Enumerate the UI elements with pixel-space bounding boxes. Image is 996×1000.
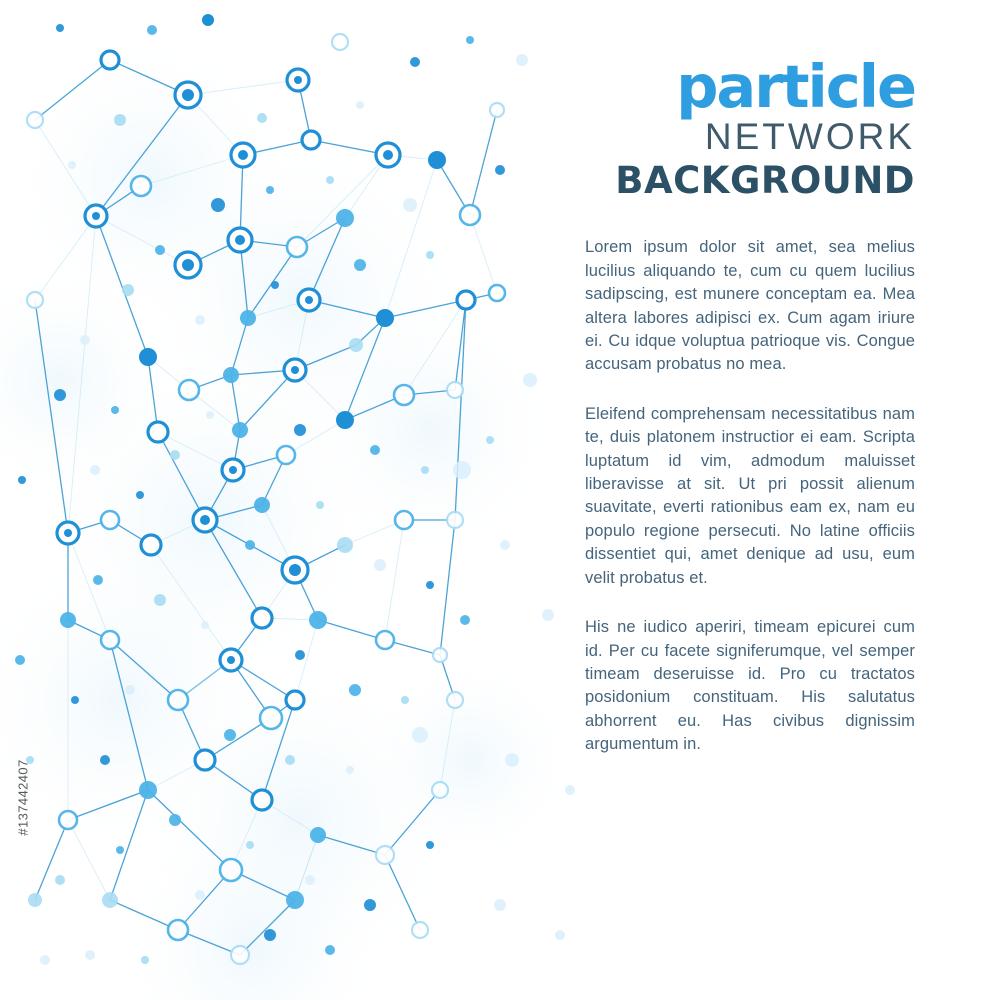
- scatter-dot: [136, 491, 144, 499]
- network-node: [395, 511, 413, 529]
- body-paragraph-3: His ne iudico aperiri, timeam epicurei cum id. Per cu facete signiferumque, vel semper timeam deseruisse id. Pro cu tractatos posidonium constituam. His salutatus abhorrent eu. Has civibus dignissim argumentum in.: [585, 618, 915, 754]
- network-node: [168, 920, 188, 940]
- network-node-core: [182, 89, 194, 101]
- network-node-core: [229, 466, 237, 474]
- scatter-dot: [426, 581, 434, 589]
- scatter-dot: [224, 729, 236, 741]
- network-node: [231, 946, 249, 964]
- watermark-id: #137442407: [15, 759, 31, 836]
- network-node: [453, 461, 471, 479]
- network-node: [139, 348, 157, 366]
- scatter-dot: [401, 696, 409, 704]
- scatter-dot: [285, 755, 295, 765]
- scatter-dot: [246, 841, 254, 849]
- scatter-dot: [460, 615, 470, 625]
- network-edge: [470, 215, 497, 293]
- network-node: [376, 631, 394, 649]
- network-node: [252, 608, 272, 628]
- scatter-dot: [266, 186, 274, 194]
- body-paragraph-2: Eleifend comprehensam necessitatibus nam te, duis platonem instructior ei eam. Scripta luptatum id vim, admodum maluisset liberavisse at sit. Ut pri possit alienum suavitate, everti rationibus eam ex, nam eu populo regione persecuti. No latine officiis dissentiet qui, amet denique ad usu, eum velit probatus et.: [585, 404, 915, 587]
- network-node: [60, 612, 76, 628]
- scatter-dot: [271, 281, 279, 289]
- network-node: [223, 367, 239, 383]
- network-node: [457, 291, 475, 309]
- scatter-dot: [15, 655, 25, 665]
- network-node: [302, 131, 320, 149]
- scatter-dot: [466, 36, 474, 44]
- network-node: [432, 782, 448, 798]
- network-node: [336, 411, 354, 429]
- body-paragraph-1: Lorem ipsum dolor sit amet, sea melius lucilius aliquando te, cum cu quem lucilius sadipscing, est munere conceptam ea. Mea altera labores adipisci ex. Cum agam iriure ei. Cu idque voluptua patrioque vis. Congue accusam probatus no mea.: [585, 238, 915, 374]
- scatter-dot: [170, 450, 180, 460]
- network-node: [428, 151, 446, 169]
- scatter-dot: [326, 176, 334, 184]
- scatter-dot: [486, 436, 494, 444]
- network-node: [101, 631, 119, 649]
- network-node: [542, 609, 554, 621]
- title-line-background: BACKGROUND: [615, 159, 915, 203]
- scatter-dot: [68, 161, 76, 169]
- scatter-dot: [264, 929, 276, 941]
- network-node: [337, 537, 353, 553]
- network-node: [286, 691, 304, 709]
- network-node: [148, 422, 168, 442]
- scatter-dot: [316, 501, 324, 509]
- text-column: [585, 52, 915, 783]
- scatter-dot: [356, 101, 364, 109]
- network-node: [102, 892, 118, 908]
- scatter-dot: [245, 540, 255, 550]
- scatter-dot: [85, 950, 95, 960]
- page-title: [585, 52, 915, 203]
- scatter-dot: [426, 251, 434, 259]
- network-edge: [470, 110, 497, 215]
- scatter-dot: [195, 890, 205, 900]
- network-node: [286, 891, 304, 909]
- scatter-dot: [55, 875, 65, 885]
- halo-layer: [0, 30, 580, 1000]
- scatter-dot: [370, 445, 380, 455]
- scatter-dot: [116, 846, 124, 854]
- network-node: [309, 611, 327, 629]
- network-node: [195, 750, 215, 770]
- network-node: [376, 846, 394, 864]
- scatter-dot: [114, 114, 126, 126]
- scatter-dot: [100, 755, 110, 765]
- network-node: [565, 785, 575, 795]
- network-node: [332, 34, 348, 50]
- scatter-dot: [93, 575, 103, 585]
- scatter-dot: [56, 24, 64, 32]
- network-node: [220, 859, 242, 881]
- scatter-dot: [374, 559, 386, 571]
- network-node-core: [200, 515, 210, 525]
- network-node: [447, 382, 463, 398]
- scatter-dot: [495, 165, 505, 175]
- scatter-dot: [169, 814, 181, 826]
- network-node: [349, 338, 363, 352]
- network-node: [494, 899, 506, 911]
- network-node-core: [294, 76, 302, 84]
- network-node: [131, 176, 151, 196]
- network-node: [555, 930, 565, 940]
- scatter-dot: [40, 955, 50, 965]
- network-node: [260, 707, 282, 729]
- network-node: [27, 112, 43, 128]
- network-node: [310, 827, 326, 843]
- network-node-core: [305, 296, 313, 304]
- network-node-core: [64, 529, 72, 537]
- network-node: [336, 209, 354, 227]
- scatter-dot: [410, 57, 420, 67]
- network-node: [139, 781, 157, 799]
- network-node: [240, 310, 256, 326]
- network-node: [447, 692, 463, 708]
- network-node: [447, 512, 463, 528]
- scatter-dot: [305, 875, 315, 885]
- network-node: [252, 790, 272, 810]
- network-node: [412, 727, 428, 743]
- scatter-dot: [349, 684, 361, 696]
- scatter-dot: [325, 945, 335, 955]
- scatter-dot: [421, 466, 429, 474]
- scatter-dot: [364, 899, 376, 911]
- network-node-core: [235, 235, 245, 245]
- network-node: [59, 811, 77, 829]
- network-node-core: [92, 212, 100, 220]
- network-node: [27, 292, 43, 308]
- scatter-dot: [90, 465, 100, 475]
- scatter-dot: [257, 113, 267, 123]
- scatter-dot: [18, 476, 26, 484]
- scatter-dot: [195, 315, 205, 325]
- scatter-dot: [500, 540, 510, 550]
- network-node: [460, 205, 480, 225]
- scatter-dot: [295, 650, 305, 660]
- network-node: [202, 14, 214, 26]
- scatter-dot: [354, 259, 366, 271]
- network-node: [505, 753, 519, 767]
- network-node: [101, 51, 119, 69]
- network-node: [232, 422, 248, 438]
- scatter-dot: [426, 841, 434, 849]
- scatter-dot: [147, 25, 157, 35]
- network-node: [277, 446, 295, 464]
- network-node: [168, 690, 188, 710]
- network-node: [412, 922, 428, 938]
- network-node-core: [238, 150, 248, 160]
- scatter-dot: [201, 621, 209, 629]
- network-node-core: [289, 564, 301, 576]
- network-node: [376, 309, 394, 327]
- scatter-dot: [155, 245, 165, 255]
- network-node: [516, 54, 528, 66]
- scatter-dot: [403, 198, 417, 212]
- title-line-network: NETWORK: [704, 116, 915, 158]
- network-node: [523, 373, 537, 387]
- scatter-dot: [141, 956, 149, 964]
- scatter-dot: [80, 335, 90, 345]
- scatter-dot: [122, 284, 134, 296]
- scatter-dot: [54, 389, 66, 401]
- title-line-particle: particle: [676, 52, 915, 121]
- network-node-core: [291, 366, 299, 374]
- network-node: [101, 511, 119, 529]
- scatter-dot: [211, 198, 225, 212]
- watermark: [4, 700, 34, 1000]
- network-node-core: [383, 150, 393, 160]
- network-node: [433, 648, 447, 662]
- network-node: [287, 237, 307, 257]
- scatter-dot: [111, 406, 119, 414]
- network-node-core: [227, 656, 235, 664]
- network-node: [490, 103, 504, 117]
- scatter-dot: [125, 685, 135, 695]
- network-node-core: [182, 259, 194, 271]
- network-node: [254, 497, 270, 513]
- scatter-dot: [346, 766, 354, 774]
- network-node: [179, 380, 199, 400]
- scatter-dot: [294, 424, 306, 436]
- network-node: [489, 285, 505, 301]
- scatter-dot: [206, 411, 214, 419]
- network-node: [394, 385, 414, 405]
- scatter-dot: [154, 594, 166, 606]
- scatter-dot: [71, 696, 79, 704]
- network-node: [141, 535, 161, 555]
